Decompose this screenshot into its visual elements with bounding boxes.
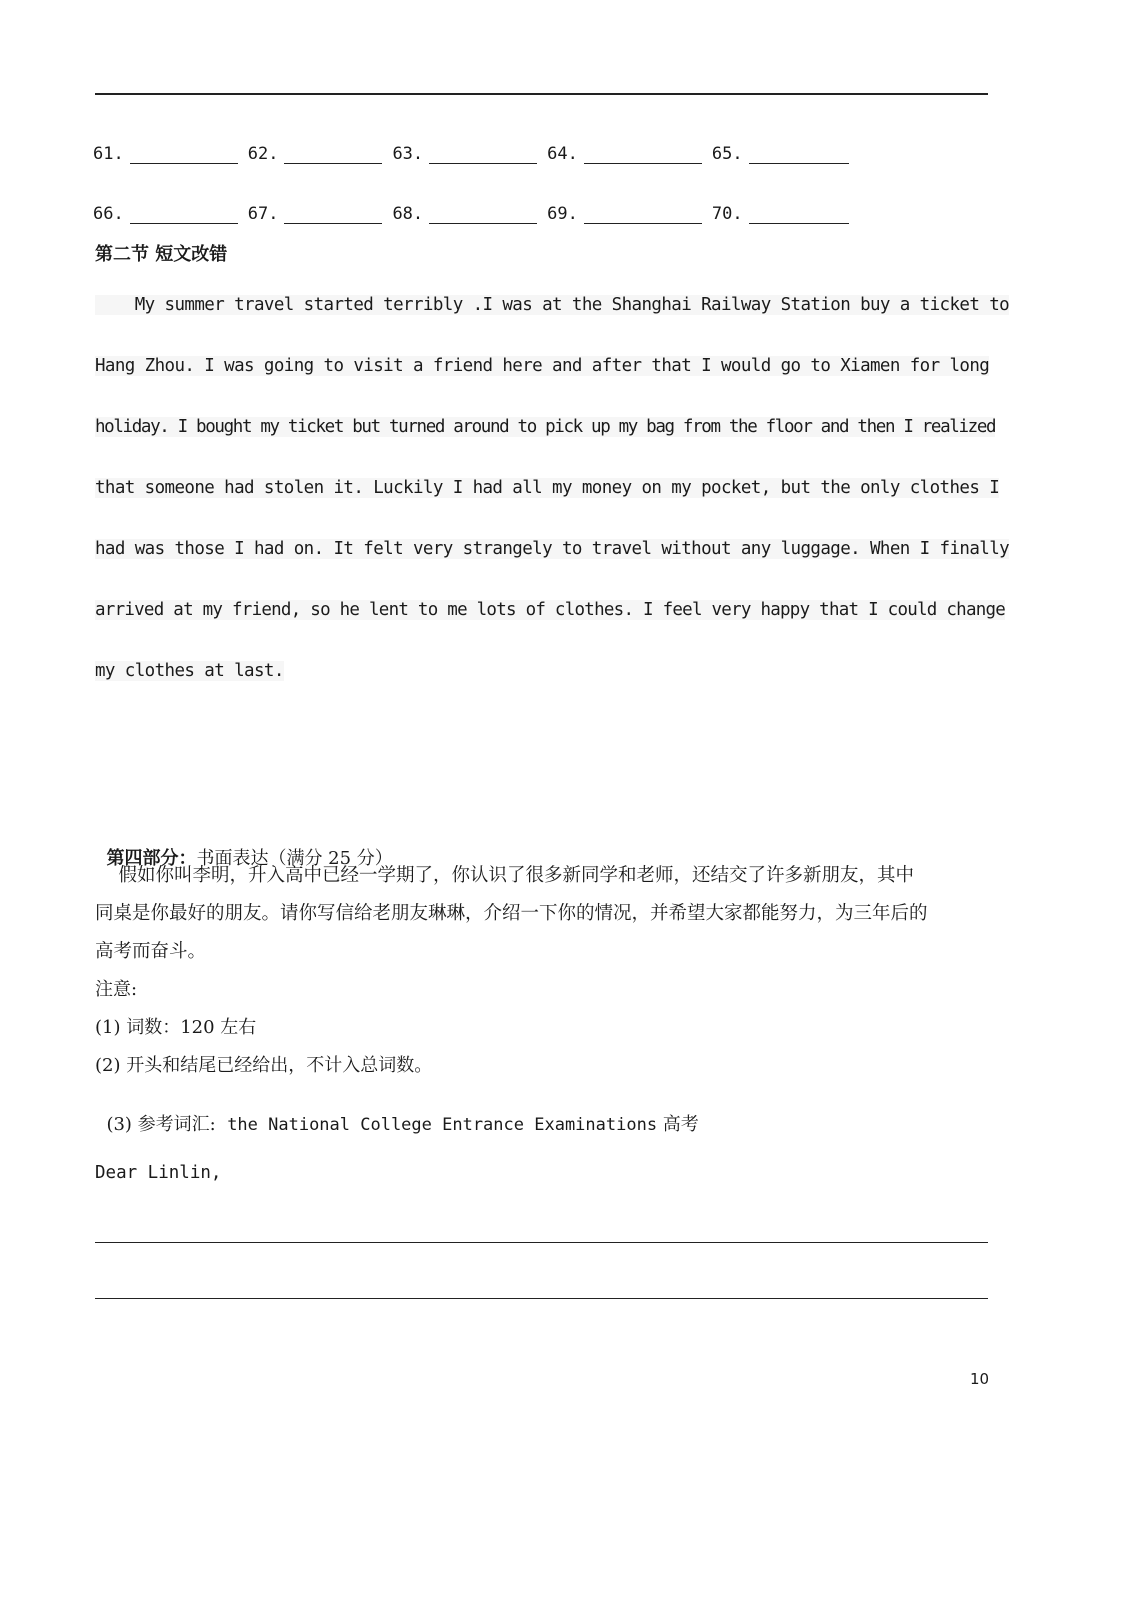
passage-line-3: holiday. I bought my ticket but turned around to pick up my bag from the floor and then I realized: [95, 417, 996, 437]
note-3-term: the National College Entrance Examinations: [227, 1115, 658, 1135]
answer-blank-62[interactable]: 62.: [248, 144, 393, 164]
section4-title-rest: 书面表达（满分 25 分）: [196, 848, 393, 869]
writing-line-1[interactable]: [95, 1242, 988, 1243]
passage-line-1: My summer travel started terribly .I was at the Shanghai Railway Station buy a ticket to: [95, 295, 1010, 315]
note-3-suffix: 高考: [657, 1114, 699, 1135]
answer-blank-64[interactable]: 64.: [547, 144, 712, 164]
note-2: (2) 开头和结尾已经给出，不计入总词数。: [95, 1055, 433, 1076]
answer-blank-63[interactable]: 63.: [392, 144, 547, 164]
prompt-line-3: 高考而奋斗。: [95, 941, 207, 962]
answer-blank-69[interactable]: 69.: [547, 204, 712, 224]
note-3-prefix: (3) 参考词汇:: [106, 1114, 228, 1135]
writing-line-2[interactable]: [95, 1298, 988, 1299]
answer-row-1: [93, 134, 859, 164]
top-rule: [95, 93, 988, 95]
passage-line-5: had was those I had on. It felt very strangely to travel without any luggage. When I finally: [95, 539, 1010, 559]
answer-blank-68[interactable]: 68.: [392, 204, 547, 224]
letter-greeting: Dear Linlin,: [95, 1163, 222, 1183]
passage-line-2: Hang Zhou. I was going to visit a friend here and after that I would go to Xiamen for long: [95, 356, 990, 376]
notes-label: 注意:: [95, 979, 138, 1000]
answer-blank-70[interactable]: 70.: [712, 204, 859, 224]
section4-title-bold: 第四部分：: [106, 848, 197, 869]
passage-line-6: arrived at my friend, so he lent to me lots of clothes. I feel very happy that I could change: [95, 600, 1006, 620]
passage-line-4: that someone had stolen it. Luckily I had all my money on my pocket, but the only clothes I: [95, 478, 1000, 498]
answer-row-2: [93, 194, 859, 224]
note-1: (1) 词数：120 左右: [95, 1017, 257, 1038]
answer-blank-66[interactable]: 66.: [93, 204, 248, 224]
passage-line-7: my clothes at last.: [95, 661, 284, 681]
answer-blank-67[interactable]: 67.: [248, 204, 393, 224]
note-3: [95, 1089, 699, 1136]
section2-heading: 第二节 短文改错: [95, 244, 228, 265]
prompt-line-2: 同桌是你最好的朋友。请你写信给老朋友琳琳，介绍一下你的情况，并希望大家都能努力，为三年后的: [95, 903, 928, 924]
answer-blank-61[interactable]: 61.: [93, 144, 248, 164]
prompt-line-1: 假如你叫李明，升入高中已经一学期了，你认识了很多新同学和老师，还结交了许多新朋友，其中: [95, 865, 915, 886]
answer-blank-65[interactable]: 65.: [712, 144, 859, 164]
page-number: 10: [970, 1370, 990, 1388]
